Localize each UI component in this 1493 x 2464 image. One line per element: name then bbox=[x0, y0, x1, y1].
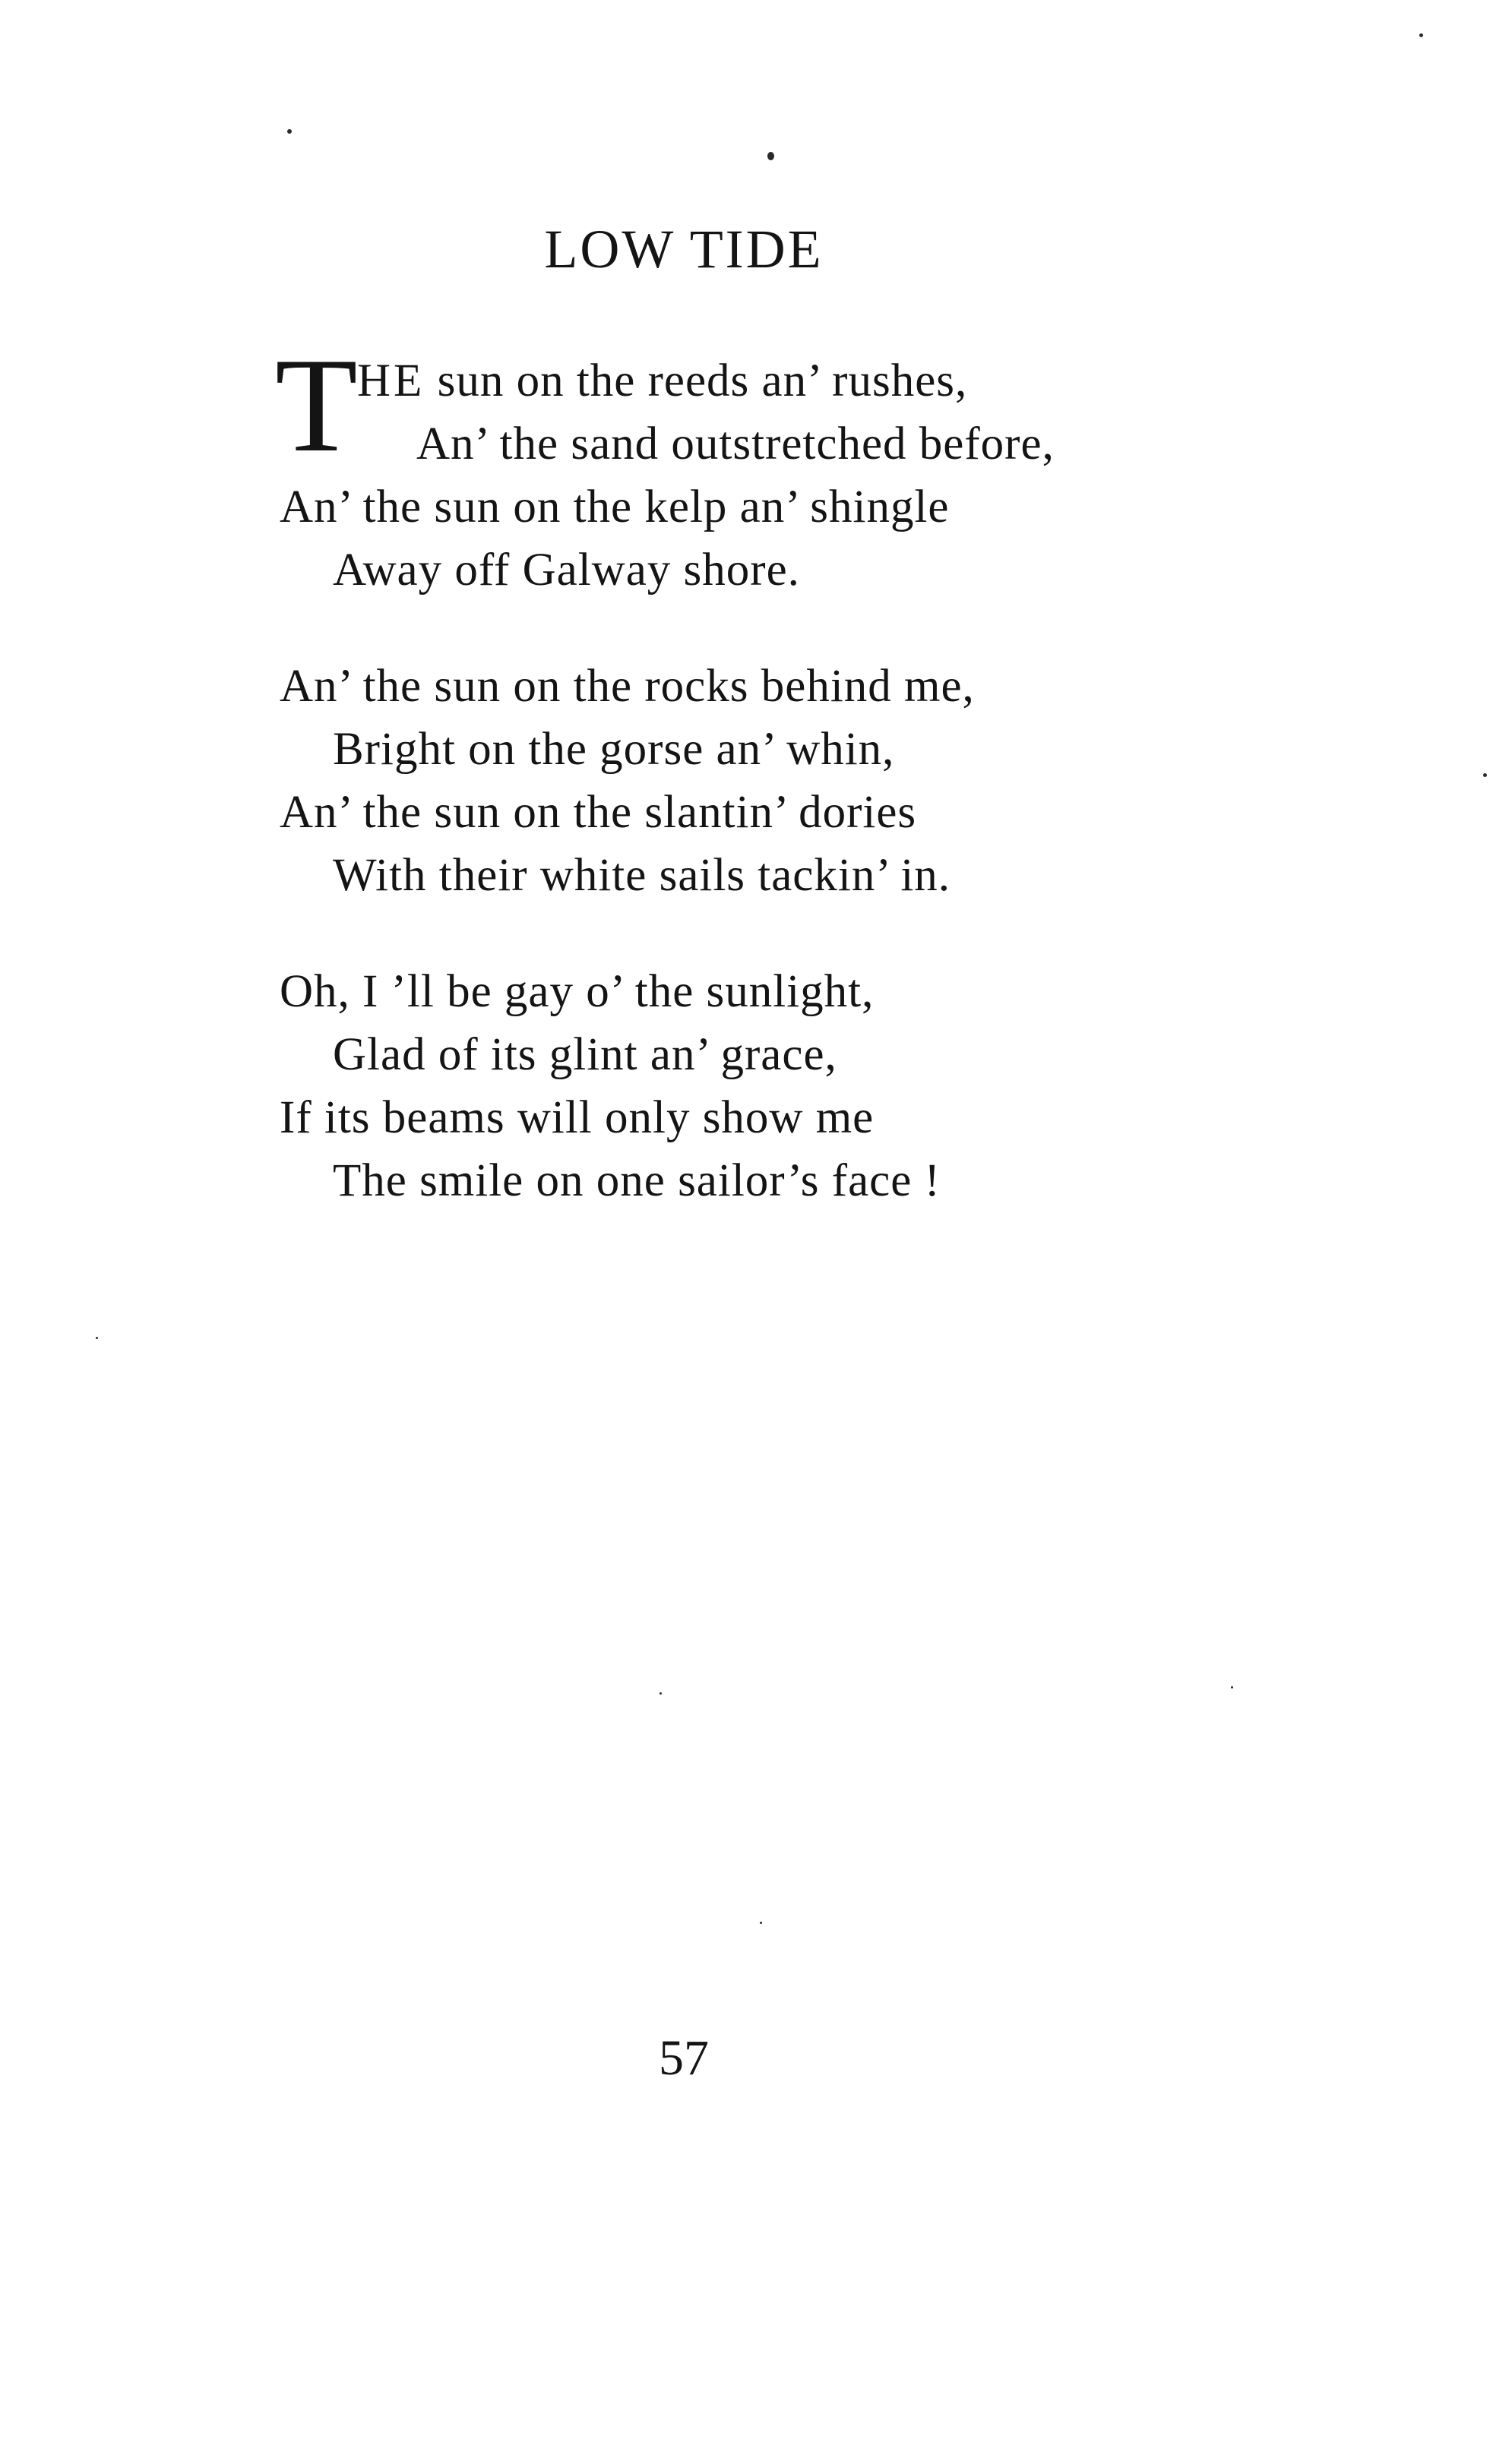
stanza-3 bbox=[280, 960, 1191, 1212]
poem-line: Oh, I ’ll be gay o’ the sunlight, bbox=[280, 966, 875, 1017]
scan-speck bbox=[96, 1337, 98, 1339]
poem-line-text: sun on the reeds an’ rushes, bbox=[425, 355, 968, 406]
poem-line: The smile on one sailor’s face ! bbox=[333, 1155, 941, 1206]
poem-body bbox=[275, 330, 1191, 1265]
scan-speck bbox=[767, 152, 774, 160]
drop-cap: T bbox=[275, 330, 359, 480]
scan-speck bbox=[1231, 1686, 1233, 1688]
poem-line: Bright on the gorse an’ whin, bbox=[333, 724, 895, 775]
stanza-1 bbox=[275, 330, 1191, 602]
stanza-2 bbox=[280, 655, 1191, 907]
poem-line: Away off Galway shore. bbox=[333, 545, 800, 595]
page-number: 57 bbox=[659, 2030, 709, 2086]
poem-line: An’ the sand outstretched before, bbox=[416, 419, 1055, 469]
drop-cap-continuation: HE bbox=[357, 355, 425, 406]
scan-speck bbox=[287, 129, 292, 134]
poem-line: An’ the sun on the kelp an’ shingle bbox=[280, 482, 950, 532]
poem-title: LOW TIDE bbox=[544, 219, 824, 280]
scan-speck bbox=[1483, 773, 1487, 777]
poem-line: An’ the sun on the slantin’ dories bbox=[280, 787, 917, 838]
poem-line: Glad of its glint an’ grace, bbox=[333, 1029, 837, 1080]
poem-line: An’ the sun on the rocks behind me, bbox=[280, 661, 975, 712]
poem-line: With their white sails tackin’ in. bbox=[333, 850, 951, 901]
poem-line: If its beams will only show me bbox=[280, 1092, 875, 1143]
scan-speck bbox=[1419, 33, 1423, 37]
scan-speck bbox=[760, 1922, 762, 1924]
scan-speck bbox=[660, 1692, 662, 1695]
